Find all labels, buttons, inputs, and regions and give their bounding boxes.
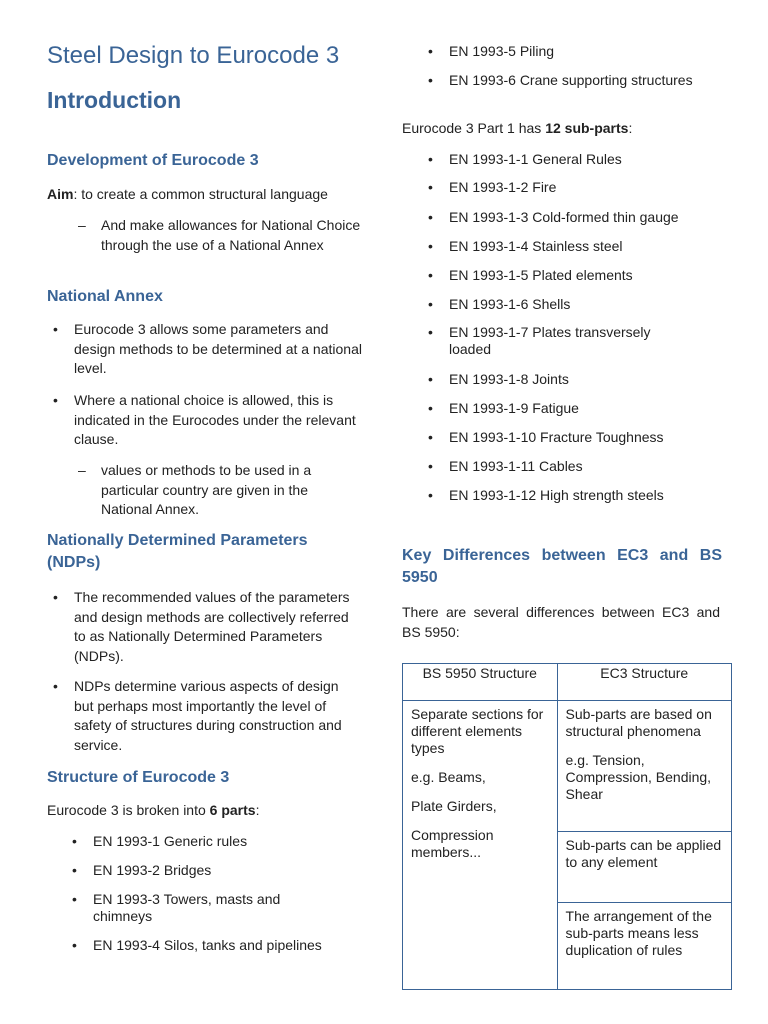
part1-lead-colon: : xyxy=(628,120,633,136)
table-cell-ec3 xyxy=(557,903,731,990)
comparison-table xyxy=(402,663,732,990)
introduction-heading: Introduction xyxy=(47,87,182,113)
table-header-ec3: EC3 Structure xyxy=(557,664,731,701)
national-annex-item: • Where a national choice is allowed, this is indicated in the Eurocodes under the relevant clause. xyxy=(74,391,364,450)
table-cell-text: Compression members... xyxy=(411,827,494,860)
part-item: • EN 1993-2 Bridges xyxy=(93,861,353,881)
table-header-row xyxy=(403,664,732,701)
part1-lead-bold: 12 sub-parts xyxy=(545,120,629,136)
part1-lead-text: Eurocode 3 Part 1 has xyxy=(402,120,546,136)
table-cell-text: e.g. Tension, Compression, Bending, Shear xyxy=(565,752,712,802)
key-differences-heading: Key Differences between EC3 and BS 5950 xyxy=(402,547,722,586)
table-cell-text: Plate Girders, xyxy=(411,798,497,814)
subpart-item: • EN 1993-1-1 General Rules xyxy=(449,150,622,170)
national-annex-subitem: – values or methods to be used in a particular country are given in the National Annex. xyxy=(101,461,346,520)
subpart-item: • EN 1993-1-7 Plates transversely loaded xyxy=(449,324,689,358)
structure-lead xyxy=(47,801,259,821)
table-cell-ec3 xyxy=(557,701,731,832)
part-item: • EN 1993-6 Crane supporting structures xyxy=(449,71,749,91)
development-heading: Development of Eurocode 3 xyxy=(47,152,259,169)
table-row xyxy=(403,701,732,832)
subpart-item: • EN 1993-1-6 Shells xyxy=(449,295,570,315)
ndp-item: • NDPs determine various aspects of design but perhaps most importantly the level of safety of structures during construction and service. xyxy=(74,677,359,755)
ndp-heading: Nationally Determined Parameters (NDPs) xyxy=(47,532,308,571)
subpart-item: • EN 1993-1-9 Fatigue xyxy=(449,399,579,419)
structure-heading: Structure of Eurocode 3 xyxy=(47,769,230,786)
subpart-item: • EN 1993-1-11 Cables xyxy=(449,457,583,477)
aim-text: : to create a common structural language xyxy=(73,186,328,202)
subpart-item: • EN 1993-1-2 Fire xyxy=(449,178,556,198)
part-item: • EN 1993-1 Generic rules xyxy=(93,832,353,852)
table-cell-text: Sub-parts can be applied to any element xyxy=(565,837,722,870)
national-annex-item: • Eurocode 3 allows some parameters and design methods to be determined at a national level. xyxy=(74,320,364,379)
structure-lead-text: Eurocode 3 is broken into xyxy=(47,802,210,818)
subpart-item: • EN 1993-1-4 Stainless steel xyxy=(449,237,623,257)
table-cell-ec3 xyxy=(557,832,731,903)
part-item: • EN 1993-5 Piling xyxy=(449,42,749,62)
national-annex-sublist xyxy=(101,461,346,520)
document-title: Steel Design to Eurocode 3 xyxy=(47,42,340,69)
table-cell-text: The arrangement of the sub-parts means less duplication of rules xyxy=(565,908,712,958)
part-item: • EN 1993-3 Towers, masts and chimneys xyxy=(93,891,313,925)
key-differences-text: There are several differences between EC3 and BS 5950: xyxy=(402,604,720,640)
table-cell-text: Separate sections for different elements types xyxy=(411,706,544,756)
table-cell-text: Sub-parts are based on structural phenomena xyxy=(565,706,712,739)
subpart-item: • EN 1993-1-5 Plated elements xyxy=(449,266,633,286)
national-annex-heading: National Annex xyxy=(47,288,163,305)
table-cell-text: e.g. Beams, xyxy=(411,769,486,785)
part-item: • EN 1993-4 Silos, tanks and pipelines xyxy=(93,936,363,956)
aim-line xyxy=(47,185,328,205)
subpart-item: • EN 1993-1-8 Joints xyxy=(449,370,569,390)
development-sublist xyxy=(101,216,361,255)
table-cell-bs5950 xyxy=(403,701,558,990)
aim-label: Aim xyxy=(47,186,74,202)
development-subitem: – And make allowances for National Choice through the use of a National Annex xyxy=(101,216,361,255)
structure-lead-bold: 6 parts xyxy=(209,802,256,818)
part1-lead xyxy=(402,119,632,139)
ndp-item: • The recommended values of the parameters and design methods are collectively referred to as Nationally Determined Parameters (NDPs). xyxy=(74,588,359,666)
subpart-item: • EN 1993-1-3 Cold-formed thin gauge xyxy=(449,208,739,228)
subpart-item: • EN 1993-1-10 Fracture Toughness xyxy=(449,428,739,448)
table-header-bs5950: BS 5950 Structure xyxy=(403,664,558,701)
subpart-item: • EN 1993-1-12 High strength steels xyxy=(449,486,739,506)
structure-lead-colon: : xyxy=(255,802,260,818)
